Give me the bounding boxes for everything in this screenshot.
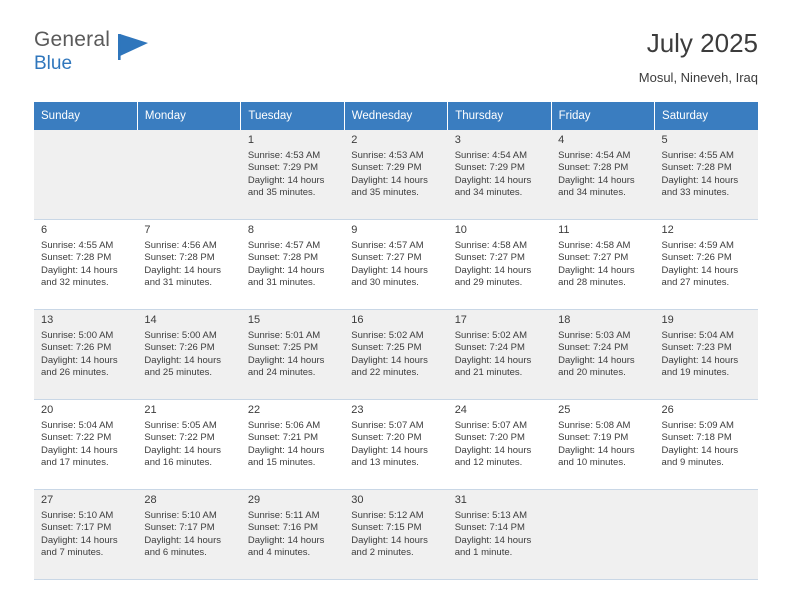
- day-detail-line: and 26 minutes.: [41, 367, 109, 379]
- day-detail-line: Sunrise: 4:56 AM: [144, 240, 217, 251]
- day-detail-line: Daylight: 14 hours: [351, 534, 428, 546]
- calendar-day-cell[interactable]: [655, 400, 758, 490]
- day-number: 10: [454, 224, 467, 236]
- day-detail-line: Daylight: 14 hours: [661, 174, 739, 186]
- day-number: 24: [454, 404, 467, 416]
- day-detail-line: Sunset: 7:26 PM: [144, 342, 215, 354]
- calendar-week-row: [34, 400, 758, 490]
- day-detail-line: Daylight: 14 hours: [144, 354, 221, 366]
- day-detail-line: and 10 minutes.: [558, 457, 626, 469]
- day-detail-line: Sunset: 7:28 PM: [247, 252, 319, 264]
- day-detail-line: Daylight: 14 hours: [144, 264, 221, 276]
- day-detail-line: Sunrise: 5:02 AM: [454, 330, 528, 341]
- day-detail-line: Sunset: 7:27 PM: [558, 252, 629, 264]
- day-number: 2: [351, 134, 358, 146]
- day-detail-line: Sunset: 7:24 PM: [454, 342, 525, 354]
- day-detail-line: Daylight: 14 hours: [351, 174, 428, 186]
- calendar-day-cell[interactable]: [551, 400, 654, 490]
- day-detail-line: Sunset: 7:26 PM: [661, 252, 732, 264]
- day-detail-line: and 31 minutes.: [247, 277, 316, 289]
- day-detail-line: Sunset: 7:22 PM: [41, 432, 112, 444]
- day-detail-line: Daylight: 14 hours: [454, 354, 532, 366]
- day-detail-line: Sunset: 7:24 PM: [558, 342, 629, 354]
- day-detail-line: and 1 minute.: [454, 547, 513, 559]
- day-detail-line: Daylight: 14 hours: [247, 174, 325, 186]
- day-detail-line: Daylight: 14 hours: [558, 354, 635, 366]
- day-number: 8: [247, 224, 254, 236]
- day-detail-line: Sunrise: 5:11 AM: [247, 510, 320, 521]
- day-detail-line: Sunset: 7:20 PM: [351, 432, 422, 444]
- day-detail-line: Sunset: 7:14 PM: [454, 522, 525, 534]
- blue-flag-icon: [118, 34, 148, 60]
- day-number: 14: [144, 314, 157, 326]
- day-detail-line: Sunset: 7:23 PM: [661, 342, 732, 354]
- day-detail-line: and 4 minutes.: [247, 547, 311, 559]
- day-detail-line: Daylight: 14 hours: [41, 354, 118, 366]
- calendar-day-cell[interactable]: [655, 130, 758, 220]
- calendar-day-cell[interactable]: [344, 310, 447, 400]
- day-detail-line: Daylight: 14 hours: [454, 534, 532, 546]
- day-detail-line: Sunset: 7:16 PM: [247, 522, 319, 534]
- day-detail-line: Sunrise: 5:10 AM: [41, 510, 114, 521]
- calendar-day-cell[interactable]: [448, 220, 551, 310]
- day-detail-line: Sunrise: 5:02 AM: [351, 330, 424, 341]
- day-number: 12: [661, 224, 674, 236]
- calendar-empty-cell: [551, 490, 654, 580]
- day-number: 20: [41, 404, 54, 416]
- day-detail-line: Sunrise: 4:57 AM: [351, 240, 424, 251]
- day-detail-line: Sunset: 7:29 PM: [247, 162, 319, 174]
- day-detail-line: Sunset: 7:19 PM: [558, 432, 629, 444]
- weekday-header-saturday: Saturday: [655, 102, 758, 130]
- day-detail-line: and 35 minutes.: [351, 187, 419, 199]
- day-detail-line: Sunrise: 5:06 AM: [247, 420, 321, 431]
- day-detail-line: and 21 minutes.: [454, 367, 523, 379]
- calendar-day-cell[interactable]: [344, 130, 447, 220]
- calendar-day-cell[interactable]: [34, 400, 137, 490]
- day-detail-line: Sunset: 7:17 PM: [144, 522, 215, 534]
- day-detail-line: Sunrise: 5:07 AM: [351, 420, 424, 431]
- day-detail-line: Daylight: 14 hours: [558, 444, 635, 456]
- calendar-day-cell[interactable]: [344, 400, 447, 490]
- day-detail-line: and 17 minutes.: [41, 457, 109, 469]
- day-detail-line: Sunset: 7:27 PM: [454, 252, 525, 264]
- day-number: 30: [351, 494, 364, 506]
- day-detail-line: Daylight: 14 hours: [247, 444, 325, 456]
- day-number: 17: [454, 314, 467, 326]
- day-detail-line: and 35 minutes.: [247, 187, 316, 199]
- day-detail-line: Daylight: 14 hours: [661, 264, 739, 276]
- day-detail-line: Sunrise: 5:08 AM: [558, 420, 631, 431]
- day-number: 21: [144, 404, 157, 416]
- calendar-empty-cell: [655, 490, 758, 580]
- day-detail-line: and 31 minutes.: [144, 277, 213, 289]
- day-detail-line: Sunset: 7:29 PM: [454, 162, 525, 174]
- calendar-day-cell[interactable]: [655, 220, 758, 310]
- weekday-header-row: [34, 102, 758, 130]
- day-detail-line: Sunrise: 5:09 AM: [661, 420, 734, 431]
- day-detail-line: Sunset: 7:18 PM: [661, 432, 732, 444]
- day-detail-line: Sunset: 7:15 PM: [351, 522, 422, 534]
- day-number: 3: [454, 134, 461, 146]
- day-detail-line: and 34 minutes.: [454, 187, 523, 199]
- day-detail-line: and 24 minutes.: [247, 367, 316, 379]
- brand-logo: [34, 28, 154, 74]
- day-number: 31: [454, 494, 467, 506]
- day-detail-line: Sunrise: 4:53 AM: [247, 150, 321, 161]
- location-subtitle: Mosul, Nineveh, Iraq: [638, 70, 758, 85]
- calendar-day-cell[interactable]: [241, 310, 344, 400]
- day-number: 26: [661, 404, 674, 416]
- day-detail-line: and 15 minutes.: [247, 457, 316, 469]
- day-detail-line: Daylight: 14 hours: [351, 354, 428, 366]
- day-detail-line: and 7 minutes.: [41, 547, 104, 559]
- day-detail-line: Sunrise: 4:55 AM: [41, 240, 114, 251]
- day-detail-line: Sunrise: 4:59 AM: [661, 240, 734, 251]
- day-detail-line: Sunrise: 4:58 AM: [454, 240, 528, 251]
- day-detail-line: and 28 minutes.: [558, 277, 626, 289]
- day-detail-line: Daylight: 14 hours: [41, 264, 118, 276]
- day-detail-line: Daylight: 14 hours: [661, 444, 739, 456]
- day-detail-line: Sunrise: 5:01 AM: [247, 330, 321, 341]
- calendar-day-cell[interactable]: [448, 400, 551, 490]
- day-detail-line: Sunset: 7:22 PM: [144, 432, 215, 444]
- day-detail-line: Daylight: 14 hours: [144, 534, 221, 546]
- page-header: [34, 28, 758, 90]
- weekday-header-monday: Monday: [137, 102, 240, 130]
- calendar-day-cell[interactable]: [241, 130, 344, 220]
- day-detail-line: Sunrise: 5:13 AM: [454, 510, 528, 521]
- day-detail-line: and 16 minutes.: [144, 457, 213, 469]
- day-detail-line: Sunrise: 5:03 AM: [558, 330, 631, 341]
- calendar-day-cell[interactable]: [137, 310, 240, 400]
- calendar-week-row: [34, 220, 758, 310]
- day-detail-line: and 29 minutes.: [454, 277, 523, 289]
- day-detail-line: Sunrise: 4:58 AM: [558, 240, 631, 251]
- day-detail-line: Sunrise: 5:04 AM: [661, 330, 734, 341]
- calendar-day-cell[interactable]: [448, 130, 551, 220]
- day-detail-line: Daylight: 14 hours: [454, 174, 532, 186]
- day-number: 7: [144, 224, 151, 236]
- day-detail-line: and 22 minutes.: [351, 367, 419, 379]
- calendar-day-cell[interactable]: [34, 490, 137, 580]
- day-detail-line: and 13 minutes.: [351, 457, 419, 469]
- day-detail-line: and 33 minutes.: [661, 187, 730, 199]
- day-detail-line: Daylight: 14 hours: [247, 534, 325, 546]
- day-detail-line: Sunset: 7:28 PM: [144, 252, 215, 264]
- day-detail-line: and 34 minutes.: [558, 187, 626, 199]
- day-detail-line: Sunset: 7:25 PM: [247, 342, 319, 354]
- day-detail-line: Sunrise: 5:04 AM: [41, 420, 114, 431]
- day-number: 27: [41, 494, 54, 506]
- day-detail-line: Sunrise: 5:05 AM: [144, 420, 217, 431]
- day-detail-line: Sunset: 7:28 PM: [41, 252, 112, 264]
- day-detail-line: and 27 minutes.: [661, 277, 730, 289]
- day-detail-line: Sunset: 7:21 PM: [247, 432, 319, 444]
- day-detail-line: and 20 minutes.: [558, 367, 626, 379]
- calendar-day-cell[interactable]: [448, 310, 551, 400]
- day-detail-line: Sunset: 7:29 PM: [351, 162, 422, 174]
- day-detail-line: Daylight: 14 hours: [661, 354, 739, 366]
- calendar-empty-cell: [34, 130, 137, 220]
- calendar-day-cell[interactable]: [34, 220, 137, 310]
- day-number: 22: [247, 404, 261, 416]
- day-detail-line: Daylight: 14 hours: [558, 264, 635, 276]
- day-detail-line: and 12 minutes.: [454, 457, 523, 469]
- day-number: 1: [247, 134, 254, 146]
- day-detail-line: and 6 minutes.: [144, 547, 207, 559]
- day-number: 15: [247, 314, 261, 326]
- day-number: 19: [661, 314, 674, 326]
- day-number: 29: [247, 494, 261, 506]
- day-detail-line: Sunset: 7:28 PM: [661, 162, 732, 174]
- day-detail-line: and 25 minutes.: [144, 367, 213, 379]
- calendar-day-cell[interactable]: [241, 400, 344, 490]
- calendar-body: [34, 130, 758, 580]
- day-detail-line: Sunrise: 5:10 AM: [144, 510, 217, 521]
- title-block: [639, 28, 758, 86]
- calendar-day-cell[interactable]: [448, 490, 551, 580]
- day-number: 6: [41, 224, 48, 236]
- day-detail-line: and 9 minutes.: [661, 457, 724, 469]
- day-detail-line: Daylight: 14 hours: [351, 264, 428, 276]
- day-detail-line: Daylight: 14 hours: [144, 444, 221, 456]
- weekday-header-friday: Friday: [551, 102, 654, 130]
- day-detail-line: and 19 minutes.: [661, 367, 730, 379]
- day-detail-line: Sunset: 7:25 PM: [351, 342, 422, 354]
- brand-name-general: General: [34, 28, 111, 51]
- day-detail-line: Sunrise: 5:12 AM: [351, 510, 424, 521]
- calendar-day-cell[interactable]: [344, 220, 447, 310]
- calendar-day-cell[interactable]: [34, 310, 137, 400]
- page-title: July 2025: [646, 28, 758, 58]
- day-detail-line: Daylight: 14 hours: [247, 264, 325, 276]
- day-detail-line: Daylight: 14 hours: [454, 444, 532, 456]
- calendar-day-cell[interactable]: [344, 490, 447, 580]
- day-number: 23: [351, 404, 364, 416]
- day-detail-line: Daylight: 14 hours: [41, 444, 118, 456]
- day-detail-line: and 2 minutes.: [351, 547, 414, 559]
- day-detail-line: Sunset: 7:17 PM: [41, 522, 112, 534]
- day-detail-line: and 30 minutes.: [351, 277, 419, 289]
- day-number: 9: [351, 224, 358, 236]
- calendar-day-cell[interactable]: [241, 220, 344, 310]
- calendar-day-cell[interactable]: [241, 490, 344, 580]
- day-number: 25: [558, 404, 571, 416]
- day-number: 4: [558, 134, 565, 146]
- weekday-header-wednesday: Wednesday: [344, 102, 447, 130]
- day-detail-line: Sunset: 7:20 PM: [454, 432, 525, 444]
- day-detail-line: Sunset: 7:28 PM: [558, 162, 629, 174]
- day-detail-line: Sunrise: 5:07 AM: [454, 420, 528, 431]
- day-number: 28: [144, 494, 157, 506]
- weekday-header-thursday: Thursday: [448, 102, 551, 130]
- day-detail-line: Sunrise: 5:00 AM: [41, 330, 114, 341]
- day-detail-line: Sunrise: 5:00 AM: [144, 330, 217, 341]
- day-number: 16: [351, 314, 364, 326]
- day-number: 11: [558, 224, 570, 236]
- calendar-day-cell[interactable]: [551, 220, 654, 310]
- calendar-week-row: [34, 130, 758, 220]
- calendar-day-cell[interactable]: [137, 490, 240, 580]
- day-detail-line: Daylight: 14 hours: [41, 534, 118, 546]
- calendar-day-cell[interactable]: [655, 310, 758, 400]
- calendar-day-cell[interactable]: [137, 400, 240, 490]
- day-number: 13: [41, 314, 54, 326]
- day-detail-line: Daylight: 14 hours: [558, 174, 635, 186]
- calendar-day-cell[interactable]: [551, 310, 654, 400]
- day-detail-line: Daylight: 14 hours: [351, 444, 428, 456]
- day-number: 5: [661, 134, 668, 146]
- weekday-header-tuesday: Tuesday: [241, 102, 344, 130]
- brand-name-blue: Blue: [34, 53, 73, 74]
- day-detail-line: Daylight: 14 hours: [247, 354, 325, 366]
- calendar-day-cell[interactable]: [551, 130, 654, 220]
- weekday-header-sunday: Sunday: [34, 102, 137, 130]
- calendar-empty-cell: [137, 130, 240, 220]
- day-detail-line: Sunrise: 4:53 AM: [351, 150, 424, 161]
- calendar-table: [34, 102, 758, 580]
- calendar-week-row: [34, 310, 758, 400]
- day-detail-line: Sunrise: 4:54 AM: [454, 150, 528, 161]
- day-detail-line: Sunrise: 4:55 AM: [661, 150, 734, 161]
- day-detail-line: and 32 minutes.: [41, 277, 109, 289]
- calendar-day-cell[interactable]: [137, 220, 240, 310]
- calendar-week-row: [34, 490, 758, 580]
- day-detail-line: Sunset: 7:26 PM: [41, 342, 112, 354]
- day-detail-line: Sunrise: 4:54 AM: [558, 150, 631, 161]
- day-detail-line: Sunrise: 4:57 AM: [247, 240, 321, 251]
- day-number: 18: [558, 314, 571, 326]
- day-detail-line: Daylight: 14 hours: [454, 264, 532, 276]
- day-detail-line: Sunset: 7:27 PM: [351, 252, 422, 264]
